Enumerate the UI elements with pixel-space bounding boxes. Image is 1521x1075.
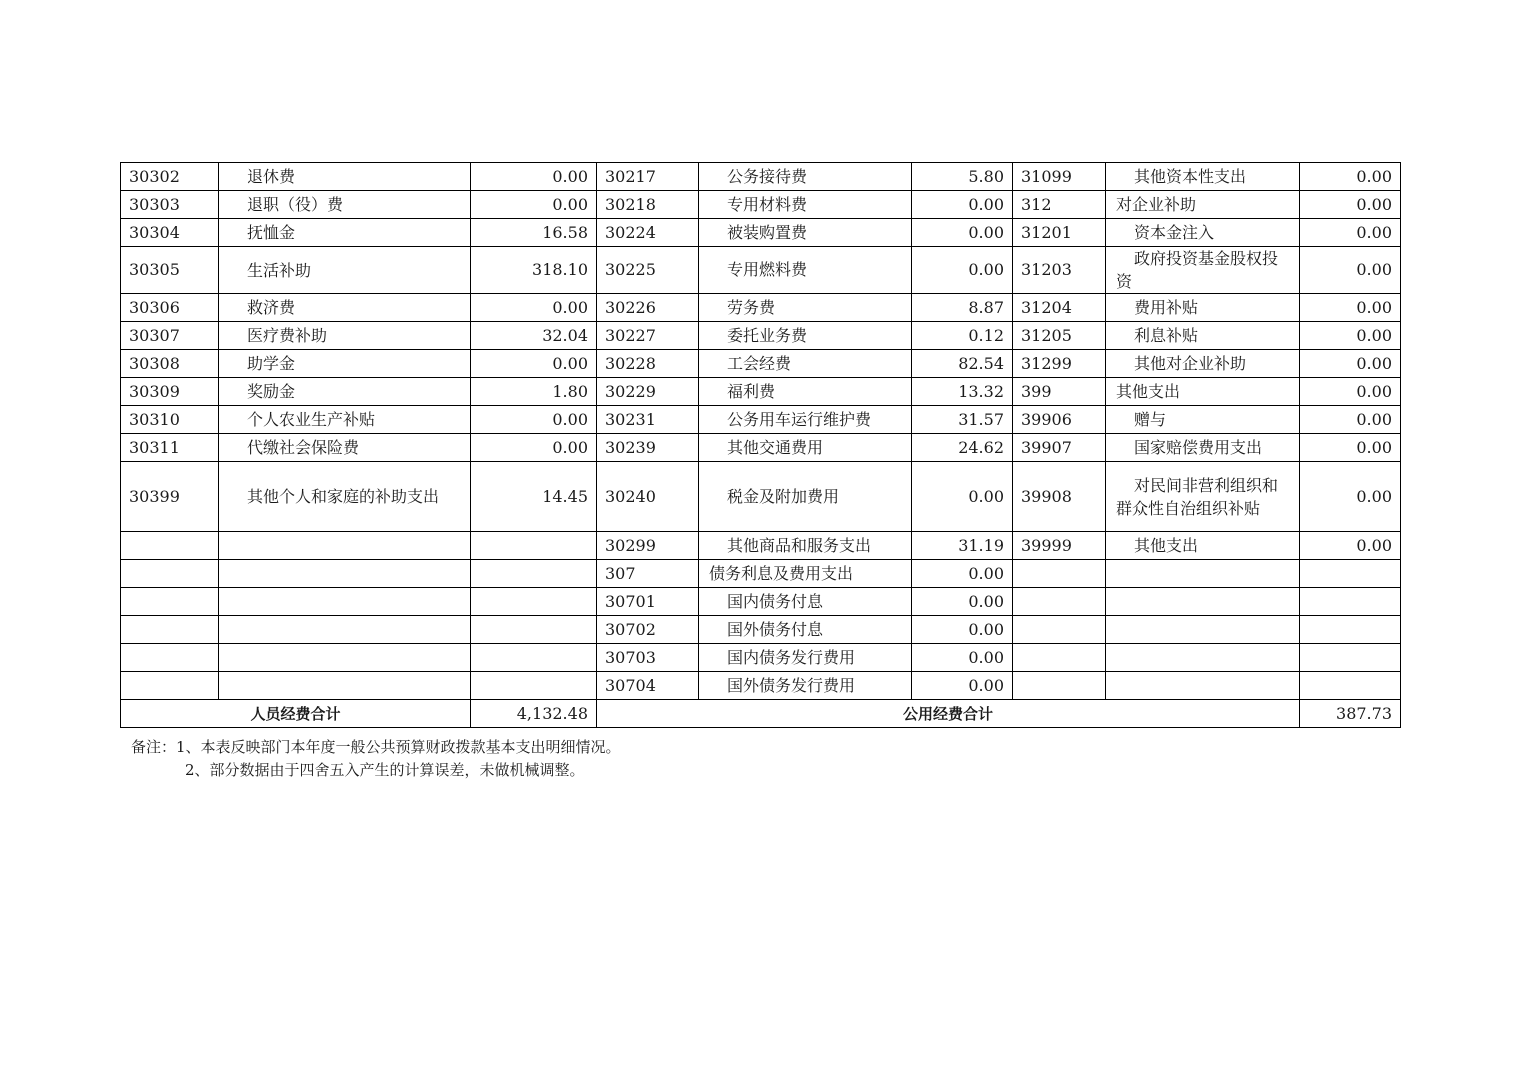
code-cell: 30306 (121, 294, 219, 322)
name-cell (219, 532, 471, 560)
code-cell: 30217 (597, 163, 699, 191)
code-cell: 30227 (597, 322, 699, 350)
name-cell: 政府投资基金股权投资 (1106, 247, 1300, 294)
value-cell (471, 616, 597, 644)
code-cell (1013, 560, 1106, 588)
table-row (121, 247, 1401, 294)
code-cell: 30226 (597, 294, 699, 322)
value-cell: 0.12 (912, 322, 1013, 350)
name-cell: 公务用车运行维护费 (699, 406, 912, 434)
name-cell: 其他支出 (1106, 378, 1300, 406)
public-total-label: 公用经费合计 (597, 700, 1300, 728)
code-cell: 31201 (1013, 219, 1106, 247)
name-cell: 其他商品和服务支出 (699, 532, 912, 560)
value-cell: 0.00 (1300, 294, 1401, 322)
name-cell: 资本金注入 (1106, 219, 1300, 247)
name-cell: 代缴社会保险费 (219, 434, 471, 462)
table-row (121, 532, 1401, 560)
name-cell (219, 644, 471, 672)
value-cell (1300, 644, 1401, 672)
code-cell: 30703 (597, 644, 699, 672)
value-cell: 318.10 (471, 247, 597, 294)
value-cell: 0.00 (1300, 350, 1401, 378)
notes (131, 736, 621, 782)
name-cell (1106, 672, 1300, 700)
name-cell: 退职（役）费 (219, 191, 471, 219)
value-cell: 0.00 (1300, 406, 1401, 434)
code-cell: 30229 (597, 378, 699, 406)
value-cell: 5.80 (912, 163, 1013, 191)
code-cell: 30702 (597, 616, 699, 644)
name-cell (219, 616, 471, 644)
table-row (121, 560, 1401, 588)
code-cell: 30311 (121, 434, 219, 462)
code-cell: 30307 (121, 322, 219, 350)
name-cell (1106, 588, 1300, 616)
name-cell (219, 588, 471, 616)
code-cell: 30299 (597, 532, 699, 560)
name-cell: 生活补助 (219, 247, 471, 294)
value-cell: 0.00 (471, 163, 597, 191)
code-cell: 30704 (597, 672, 699, 700)
table-row (121, 322, 1401, 350)
code-cell: 399 (1013, 378, 1106, 406)
code-cell (121, 672, 219, 700)
name-cell: 福利费 (699, 378, 912, 406)
value-cell: 14.45 (471, 462, 597, 532)
code-cell: 30399 (121, 462, 219, 532)
note-line-2: 2、部分数据由于四舍五入产生的计算误差，未做机械调整。 (185, 761, 585, 779)
name-cell: 对民间非营利组织和群众性自治组织补贴 (1106, 462, 1300, 532)
value-cell: 0.00 (1300, 434, 1401, 462)
value-cell: 0.00 (1300, 462, 1401, 532)
value-cell: 0.00 (1300, 322, 1401, 350)
value-cell: 16.58 (471, 219, 597, 247)
code-cell: 31204 (1013, 294, 1106, 322)
code-cell (1013, 616, 1106, 644)
code-cell (1013, 588, 1106, 616)
value-cell: 13.32 (912, 378, 1013, 406)
value-cell: 32.04 (471, 322, 597, 350)
code-cell (1013, 672, 1106, 700)
value-cell: 0.00 (912, 219, 1013, 247)
name-cell: 助学金 (219, 350, 471, 378)
code-cell (121, 532, 219, 560)
code-cell: 30302 (121, 163, 219, 191)
code-cell: 31203 (1013, 247, 1106, 294)
value-cell (1300, 616, 1401, 644)
name-cell: 专用燃料费 (699, 247, 912, 294)
code-cell (121, 644, 219, 672)
code-cell: 30225 (597, 247, 699, 294)
value-cell: 0.00 (471, 294, 597, 322)
code-cell: 30309 (121, 378, 219, 406)
code-cell: 30218 (597, 191, 699, 219)
table-row (121, 616, 1401, 644)
code-cell: 312 (1013, 191, 1106, 219)
code-cell: 31099 (1013, 163, 1106, 191)
table-row (121, 462, 1401, 532)
name-cell: 抚恤金 (219, 219, 471, 247)
personnel-total-value: 4,132.48 (471, 700, 597, 728)
name-cell: 其他对企业补助 (1106, 350, 1300, 378)
table-row (121, 219, 1401, 247)
name-cell: 对企业补助 (1106, 191, 1300, 219)
table-row (121, 191, 1401, 219)
name-cell: 其他个人和家庭的补助支出 (219, 462, 471, 532)
value-cell: 0.00 (912, 588, 1013, 616)
name-cell (1106, 560, 1300, 588)
table-body (121, 163, 1401, 700)
code-cell: 39908 (1013, 462, 1106, 532)
name-cell (219, 672, 471, 700)
value-cell (471, 560, 597, 588)
value-cell: 0.00 (912, 462, 1013, 532)
value-cell: 82.54 (912, 350, 1013, 378)
code-cell (121, 588, 219, 616)
code-cell: 31205 (1013, 322, 1106, 350)
table-row (121, 378, 1401, 406)
personnel-total-label: 人员经费合计 (121, 700, 471, 728)
code-cell: 39907 (1013, 434, 1106, 462)
name-cell: 国外债务发行费用 (699, 672, 912, 700)
value-cell: 1.80 (471, 378, 597, 406)
name-cell: 个人农业生产补贴 (219, 406, 471, 434)
table-row (121, 406, 1401, 434)
value-cell: 0.00 (912, 560, 1013, 588)
value-cell: 0.00 (912, 672, 1013, 700)
value-cell (1300, 560, 1401, 588)
note-line-1: 备注：1、本表反映部门本年度一般公共预算财政拨款基本支出明细情况。 (131, 738, 621, 756)
value-cell: 0.00 (1300, 378, 1401, 406)
code-cell: 30310 (121, 406, 219, 434)
value-cell (1300, 672, 1401, 700)
name-cell: 奖励金 (219, 378, 471, 406)
code-cell: 30303 (121, 191, 219, 219)
code-cell: 30228 (597, 350, 699, 378)
value-cell (1300, 588, 1401, 616)
value-cell: 0.00 (1300, 191, 1401, 219)
code-cell: 39906 (1013, 406, 1106, 434)
name-cell: 利息补贴 (1106, 322, 1300, 350)
code-cell: 39999 (1013, 532, 1106, 560)
name-cell: 税金及附加费用 (699, 462, 912, 532)
code-cell: 30701 (597, 588, 699, 616)
code-cell: 31299 (1013, 350, 1106, 378)
name-cell (219, 560, 471, 588)
name-cell: 医疗费补助 (219, 322, 471, 350)
name-cell: 其他资本性支出 (1106, 163, 1300, 191)
value-cell: 31.19 (912, 532, 1013, 560)
value-cell: 0.00 (471, 434, 597, 462)
table-row (121, 434, 1401, 462)
code-cell: 30304 (121, 219, 219, 247)
name-cell: 赠与 (1106, 406, 1300, 434)
code-cell: 30231 (597, 406, 699, 434)
table-row (121, 644, 1401, 672)
name-cell: 债务利息及费用支出 (699, 560, 912, 588)
code-cell: 30308 (121, 350, 219, 378)
name-cell (1106, 616, 1300, 644)
code-cell: 30239 (597, 434, 699, 462)
value-cell (471, 672, 597, 700)
value-cell: 0.00 (912, 191, 1013, 219)
value-cell: 0.00 (1300, 219, 1401, 247)
name-cell: 其他交通费用 (699, 434, 912, 462)
name-cell: 国内债务发行费用 (699, 644, 912, 672)
code-cell (121, 560, 219, 588)
table-row (121, 294, 1401, 322)
name-cell: 工会经费 (699, 350, 912, 378)
value-cell: 31.57 (912, 406, 1013, 434)
value-cell: 0.00 (471, 350, 597, 378)
name-cell (1106, 644, 1300, 672)
value-cell: 0.00 (912, 616, 1013, 644)
value-cell: 0.00 (1300, 247, 1401, 294)
name-cell: 费用补贴 (1106, 294, 1300, 322)
value-cell (471, 644, 597, 672)
value-cell (471, 532, 597, 560)
value-cell: 24.62 (912, 434, 1013, 462)
value-cell: 0.00 (1300, 163, 1401, 191)
name-cell: 劳务费 (699, 294, 912, 322)
code-cell: 30240 (597, 462, 699, 532)
value-cell: 0.00 (471, 406, 597, 434)
public-total-value: 387.73 (1300, 700, 1401, 728)
name-cell: 退休费 (219, 163, 471, 191)
code-cell (1013, 644, 1106, 672)
value-cell: 8.87 (912, 294, 1013, 322)
name-cell: 专用材料费 (699, 191, 912, 219)
budget-detail-table (120, 162, 1401, 728)
name-cell: 被装购置费 (699, 219, 912, 247)
name-cell: 公务接待费 (699, 163, 912, 191)
code-cell (121, 616, 219, 644)
code-cell: 307 (597, 560, 699, 588)
name-cell: 国家赔偿费用支出 (1106, 434, 1300, 462)
totals-row (121, 700, 1401, 728)
name-cell: 国外债务付息 (699, 616, 912, 644)
value-cell: 0.00 (1300, 532, 1401, 560)
table-row (121, 672, 1401, 700)
value-cell: 0.00 (912, 644, 1013, 672)
name-cell: 其他支出 (1106, 532, 1300, 560)
table-row (121, 163, 1401, 191)
value-cell: 0.00 (471, 191, 597, 219)
table-row (121, 588, 1401, 616)
name-cell: 委托业务费 (699, 322, 912, 350)
code-cell: 30224 (597, 219, 699, 247)
name-cell: 救济费 (219, 294, 471, 322)
code-cell: 30305 (121, 247, 219, 294)
value-cell (471, 588, 597, 616)
table-row (121, 350, 1401, 378)
value-cell: 0.00 (912, 247, 1013, 294)
name-cell: 国内债务付息 (699, 588, 912, 616)
